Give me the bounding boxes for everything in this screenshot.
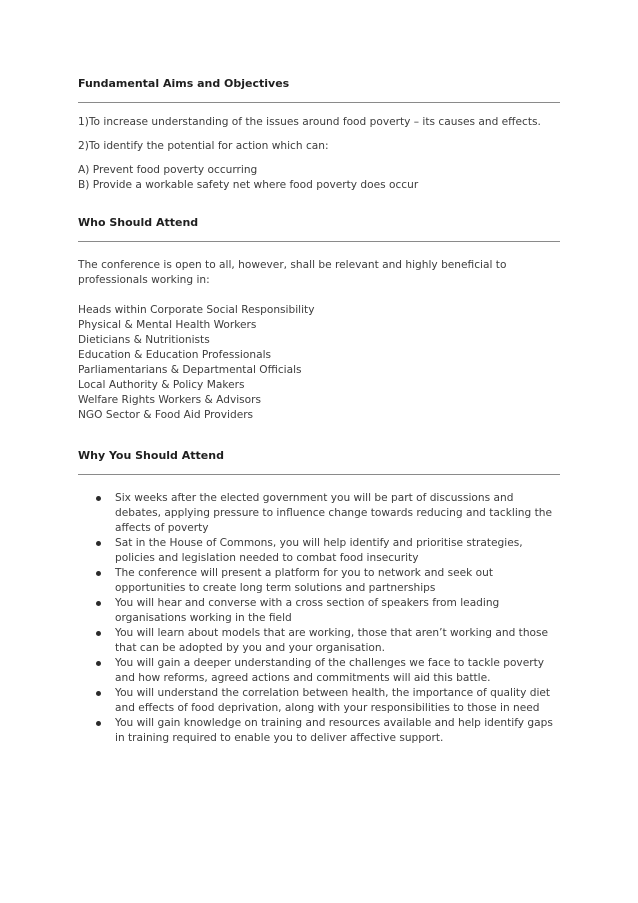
list-item: Parliamentarians & Departmental Officials <box>78 364 302 376</box>
bullet-text: Sat in the House of Commons, you will help identify and prioritise strategies, policies and legislation needed to combat food insecurity <box>115 537 523 564</box>
section-divider <box>78 102 560 103</box>
bullet-icon <box>96 691 101 696</box>
list-item <box>78 716 560 746</box>
bullet-text: You will hear and converse with a cross section of speakers from leading organisations working in the field <box>115 597 500 624</box>
aim-item-1: 1)To increase understanding of the issues around food poverty – its causes and effects. <box>78 116 541 128</box>
list-item <box>78 566 560 596</box>
bullet-icon <box>96 541 101 546</box>
list-item: Dieticians & Nutritionists <box>78 334 210 346</box>
aim-item-2: 2)To identify the potential for action which can: <box>78 140 329 152</box>
section-divider <box>78 474 560 475</box>
list-item <box>78 686 560 716</box>
list-item <box>78 656 560 686</box>
list-item: NGO Sector & Food Aid Providers <box>78 409 254 421</box>
bullet-icon <box>96 496 101 501</box>
bullet-text: You will learn about models that are working, those that aren’t working and those that can be adopted by you and your organisation. <box>115 627 549 654</box>
section-heading-who: Who Should Attend <box>78 216 199 229</box>
section-divider <box>78 241 560 242</box>
bullet-icon <box>96 661 101 666</box>
bullet-icon <box>96 631 101 636</box>
section-heading-aims: Fundamental Aims and Objectives <box>78 77 290 90</box>
section-heading-why: Why You Should Attend <box>78 449 224 462</box>
list-item: Welfare Rights Workers & Advisors <box>78 394 262 406</box>
document-content <box>78 76 560 746</box>
aim-sub-a: A) Prevent food poverty occurring <box>78 164 258 176</box>
list-item <box>78 596 560 626</box>
bullet-text: You will gain knowledge on training and resources available and help identify gaps in training required to enable you to deliver affective support. <box>115 717 553 744</box>
list-item: Physical & Mental Health Workers <box>78 319 257 331</box>
audience-list <box>78 303 560 423</box>
bullet-icon <box>96 721 101 726</box>
list-item: Heads within Corporate Social Responsibility <box>78 304 315 316</box>
list-item: Education & Education Professionals <box>78 349 272 361</box>
list-item: Local Authority & Policy Makers <box>78 379 245 391</box>
bullet-icon <box>96 571 101 576</box>
list-item <box>78 626 560 656</box>
who-intro: The conference is open to all, however, shall be relevant and highly beneficial to professionals working in: <box>78 259 507 286</box>
bullet-text: You will understand the correlation between health, the importance of quality diet and effects of food deprivation, along with your responsibilities to those in need <box>115 687 551 714</box>
list-item <box>78 491 560 536</box>
aim-sub-b: B) Provide a workable safety net where food poverty does occur <box>78 179 419 191</box>
list-item <box>78 536 560 566</box>
bullet-text: The conference will present a platform for you to network and seek out opportunities to create long term solutions and partnerships <box>115 567 494 594</box>
bullet-text: You will gain a deeper understanding of the challenges we face to tackle poverty and how reforms, agreed actions and commitments will aid this battle. <box>115 657 544 684</box>
reasons-list <box>78 491 560 746</box>
bullet-text: Six weeks after the elected government you will be part of discussions and debates, applying pressure to influence change towards reducing and tackling the affects of poverty <box>115 492 552 534</box>
bullet-icon <box>96 601 101 606</box>
